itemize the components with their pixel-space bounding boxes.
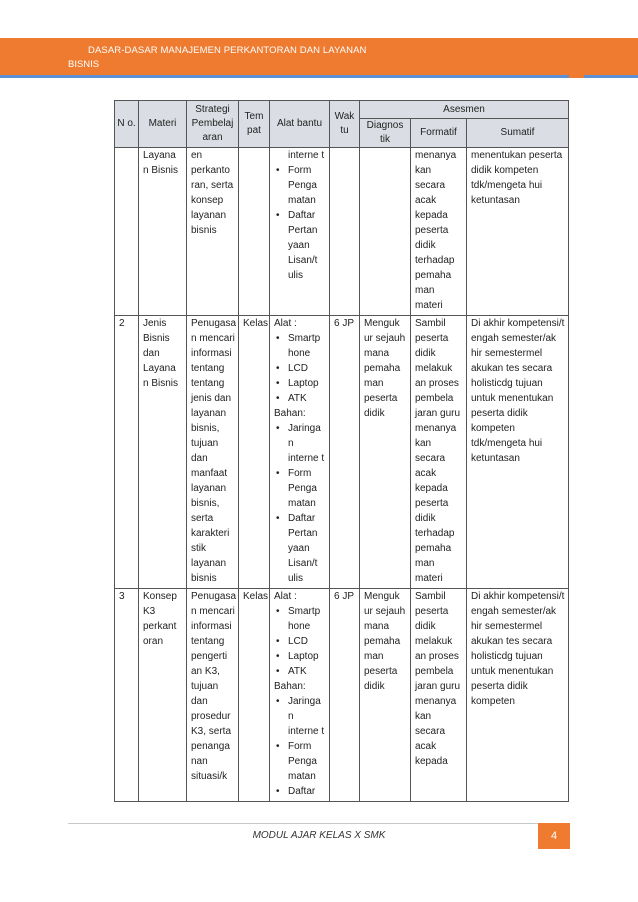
footer-title: MODUL AJAR KELAS X SMK bbox=[252, 830, 386, 841]
list-item: • Form Penga matan bbox=[274, 163, 326, 208]
cell-strategi: en perkanto ran, serta konsep layanan bisnis bbox=[187, 148, 239, 316]
bahan-label: Bahan: bbox=[274, 408, 306, 419]
cell-sumatif: Di akhir kompetensi/t engah semester/ak hir semestermel akukan tes secara holisticdg tujuan untuk menentukan peserta didik kompeten tdk/mengeta hui ketuntasan bbox=[467, 316, 569, 589]
list-item: • Smartp hone bbox=[274, 604, 326, 634]
header-strategi: Strategi Pembelaj aran bbox=[187, 101, 239, 148]
cell-no: 2 bbox=[115, 316, 139, 589]
header-title-line1: DASAR-DASAR MANAJEMEN PERKANTORAN DAN LAYANAN bbox=[88, 45, 367, 56]
header-asesmen: Asesmen bbox=[360, 101, 569, 119]
cell-no: 3 bbox=[115, 589, 139, 802]
cell-strategi: Penugasa n mencari informasi tentang tentang jenis dan layanan bisnis, tujuan dan manfaat layanan bisnis, serta karakteri stik layanan bisnis bbox=[187, 316, 239, 589]
list-item: • Daftar Pertan yaan Lisan/t ulis bbox=[274, 511, 326, 586]
header-rule-right bbox=[584, 75, 638, 78]
alat-label: Alat : bbox=[274, 591, 297, 602]
cell-tempat: Kelas bbox=[239, 316, 270, 589]
cell-waktu: 6 JP bbox=[330, 589, 360, 802]
list-item: interne t bbox=[288, 150, 325, 161]
cell-formatif: Sambil peserta didik melakuk an proses pembela jaran guru menanya kan secara acak kepada bbox=[411, 589, 467, 802]
cell-formatif: Sambil peserta didik melakuk an proses pembela jaran guru menanya kan secara acak kepada peserta didik terhadap pemaha man materi bbox=[411, 316, 467, 589]
bahan-label: Bahan: bbox=[274, 681, 306, 692]
cell-sumatif: Di akhir kompetensi/t engah semester/ak hir semestermel akukan tes secara holisticdg tujuan untuk menentukan peserta didik kompeten bbox=[467, 589, 569, 802]
cell-formatif: menanya kan secara acak kepada peserta didik terhadap pemaha man materi bbox=[411, 148, 467, 316]
materials-list bbox=[274, 163, 326, 283]
cell-waktu: 6 JP bbox=[330, 316, 360, 589]
cell-materi: Konsep K3 perkant oran bbox=[139, 589, 187, 802]
header-materi: Materi bbox=[139, 101, 187, 148]
cell-materi: Layana n Bisnis bbox=[139, 148, 187, 316]
list-item: • LCD bbox=[274, 361, 326, 376]
table-row bbox=[115, 589, 569, 802]
cell-tempat bbox=[239, 148, 270, 316]
header-tempat: Tem pat bbox=[239, 101, 270, 148]
materials-list bbox=[274, 694, 326, 799]
cell-alat-bantu bbox=[270, 316, 330, 589]
header-sumatif: Sumatif bbox=[467, 119, 569, 148]
cell-no bbox=[115, 148, 139, 316]
cell-strategi: Penugasa n mencari informasi tentang pengerti an K3, tujuan dan prosedur K3, serta penanga nan situasi/k bbox=[187, 589, 239, 802]
list-item: • Laptop bbox=[274, 376, 326, 391]
cell-diagnostik: Menguk ur sejauh mana pemaha man peserta didik bbox=[360, 589, 411, 802]
alat-label: Alat : bbox=[274, 318, 297, 329]
list-item: • LCD bbox=[274, 634, 326, 649]
list-item: • Daftar bbox=[274, 784, 326, 799]
list-item: • Jaringa n interne t bbox=[274, 421, 326, 466]
page-footer bbox=[0, 823, 638, 849]
table-row bbox=[115, 148, 569, 316]
cell-waktu bbox=[330, 148, 360, 316]
list-item: • Smartp hone bbox=[274, 331, 326, 361]
cell-tempat: Kelas bbox=[239, 589, 270, 802]
list-item: • ATK bbox=[274, 664, 326, 679]
cell-diagnostik: Menguk ur sejauh mana pemaha man peserta didik bbox=[360, 316, 411, 589]
list-item: • Form Penga matan bbox=[274, 739, 326, 784]
footer-rule bbox=[68, 823, 538, 824]
header-formatif: Formatif bbox=[411, 119, 467, 148]
header-diagnostik: Diagnos tik bbox=[360, 119, 411, 148]
header-waktu: Wak tu bbox=[330, 101, 360, 148]
list-item: • ATK bbox=[274, 391, 326, 406]
materials-list bbox=[274, 421, 326, 586]
list-item: • Jaringa n interne t bbox=[274, 694, 326, 739]
page-number: 4 bbox=[538, 823, 570, 849]
cell-diagnostik bbox=[360, 148, 411, 316]
list-item: • Laptop bbox=[274, 649, 326, 664]
tools-list bbox=[274, 604, 326, 679]
lesson-plan-table bbox=[114, 100, 569, 802]
cell-sumatif: menentukan peserta didik kompeten tdk/mengeta hui ketuntasan bbox=[467, 148, 569, 316]
cell-materi: Jenis Bisnis dan Layana n Bisnis bbox=[139, 316, 187, 589]
tools-list bbox=[274, 148, 326, 163]
cell-alat-bantu bbox=[270, 148, 330, 316]
list-item: • Form Penga matan bbox=[274, 466, 326, 511]
list-item: • Daftar Pertan yaan Lisan/t ulis bbox=[274, 208, 326, 283]
header-rule-left bbox=[0, 75, 569, 78]
header-band bbox=[0, 38, 638, 78]
header-alat-bantu: Alat bantu bbox=[270, 101, 330, 148]
header-no: N o. bbox=[115, 101, 139, 148]
header-title-line2: BISNIS bbox=[68, 59, 100, 70]
cell-alat-bantu bbox=[270, 589, 330, 802]
tools-list bbox=[274, 331, 326, 406]
table-row bbox=[115, 316, 569, 589]
